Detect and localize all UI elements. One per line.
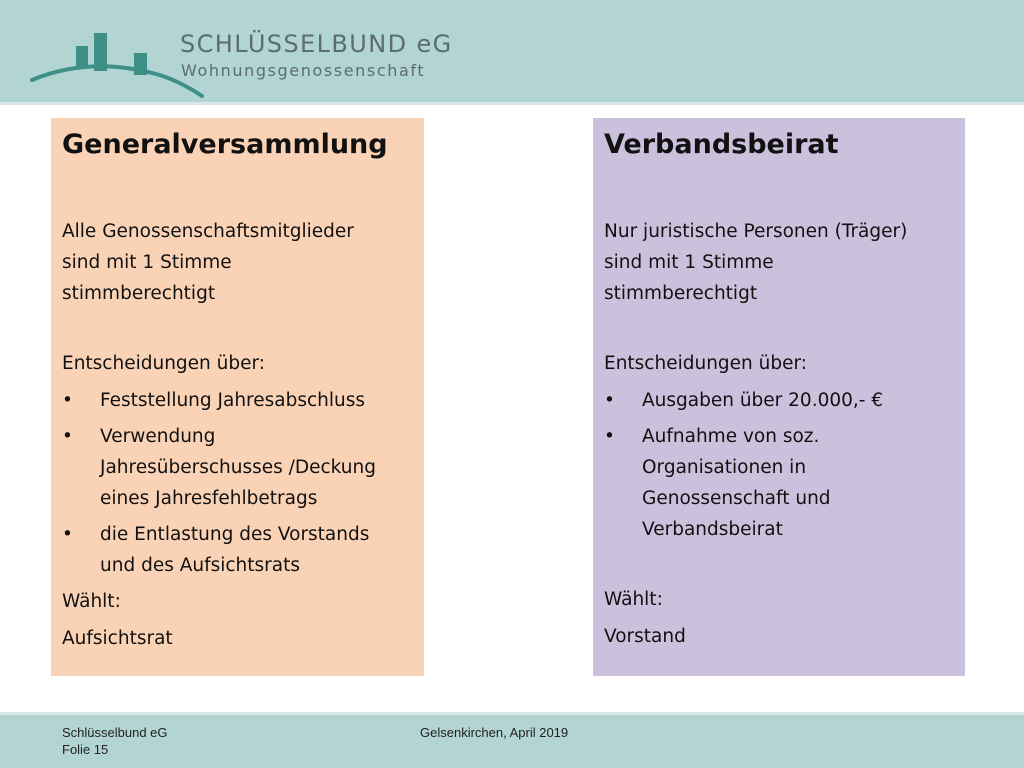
intro-line: Alle Genossenschaftsmitglieder: [62, 221, 354, 242]
elects-label: Wählt:: [604, 589, 663, 610]
decisions-label: Entscheidungen über:: [62, 353, 266, 374]
intro-line: Nur juristische Personen (Träger): [604, 221, 908, 242]
list-item: • Ausgaben über 20.000,- €: [604, 385, 953, 416]
card-title: Generalversammlung: [62, 129, 388, 160]
header-divider: [0, 102, 1024, 105]
footer-org: Schlüsselbund eG: [62, 725, 168, 740]
decisions-list: [604, 385, 953, 545]
generalversammlung-card: [51, 118, 424, 676]
elects-label: Wählt:: [62, 591, 121, 612]
card-intro: [604, 216, 953, 309]
brand-subtitle: Wohnungsgenossenschaft: [181, 61, 426, 80]
footer-left: [62, 724, 168, 758]
intro-line: stimmberechtigt: [62, 283, 216, 304]
footer-place-date: Gelsenkirchen, April 2019: [420, 725, 569, 740]
intro-line: sind mit 1 Stimme: [604, 252, 774, 273]
intro-line: stimmberechtigt: [604, 283, 758, 304]
card-intro: [62, 216, 412, 309]
list-item: • Verwendung Jahresüberschusses /Deckung eines Jahresfehlbetrags: [62, 421, 412, 514]
intro-line: sind mit 1 Stimme: [62, 252, 232, 273]
decisions-label: Entscheidungen über:: [604, 353, 808, 374]
list-item: • die Entlastung des Vorstands und des Aufsichtsrats: [62, 519, 412, 581]
verbandsbeirat-card: [593, 118, 965, 676]
footer-slide-number: Folie 15: [62, 742, 109, 757]
list-item: • Aufnahme von soz. Organisationen in Genossenschaft und Verbandsbeirat: [604, 421, 953, 545]
card-title: Verbandsbeirat: [604, 129, 839, 160]
brand-name: SCHLÜSSELBUND eG: [180, 30, 453, 58]
list-item: • Feststellung Jahresabschluss: [62, 385, 412, 416]
decisions-list: [62, 385, 412, 581]
elects-value: Aufsichtsrat: [62, 628, 173, 649]
elects-value: Vorstand: [604, 626, 686, 647]
